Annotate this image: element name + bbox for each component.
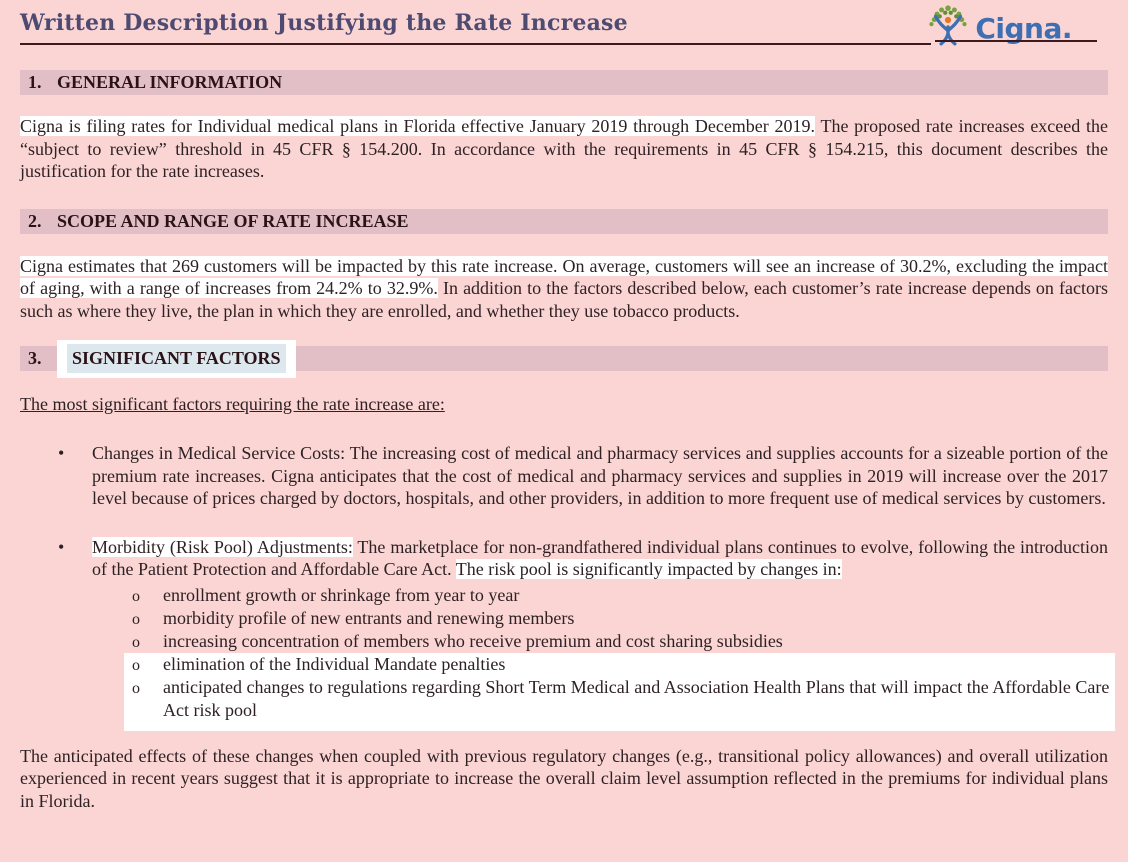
sub-list-item [124,630,1115,653]
document-header [20,0,1108,62]
bullet-text: Changes in Medical Service Costs: The increasing cost of medical and pharmacy services and supplies accounts for a sizeable portion of the premium rate increases. Cigna anticipates that the cost of medical and pharmacy services and supplies in 2019 will increase over the 2017 level because of prices charged by doctors, hospitals, and other providers, in addition to more frequent use of medical services by customers. [92,443,1108,508]
section-number: 3. [28,348,42,368]
section-heading-scope-and-range [20,209,1108,234]
scope-paragraph [20,255,1108,323]
sub-list-item [124,676,1115,731]
section-heading-general-information [20,70,1108,95]
cigna-tree-of-life-icon [926,4,970,53]
highlighted-text: The risk pool is significantly impacted by changes in: [455,559,842,579]
circle-bullet-icon: o [132,633,140,651]
bullet-item-morbidity-adjustments [20,536,1108,581]
bullet-item-medical-service-costs [20,442,1108,510]
section-heading-label: GENERAL INFORMATION [57,72,283,92]
page-title: Written Description Justifying the Rate Increase [20,10,628,36]
cigna-wordmark: Cigna. [975,12,1072,45]
sub-item-text: anticipated changes to regulations regarding Short Term Medical and Association Health Plans that will impact the Affordable Care Act risk pool [163,676,1110,720]
logo-underline-rule [935,40,1097,42]
sub-item-text: elimination of the Individual Mandate penalties [163,653,506,674]
section-heading-label: SCOPE AND RANGE OF RATE INCREASE [57,210,409,231]
highlighted-text: Cigna is filing rates for Individual medical plans in Florida effective January 2019 through December 2019. [20,116,816,136]
circle-bullet-icon: o [132,610,140,628]
section-heading-significant-factors [20,346,1108,371]
bullet-dot-icon: • [58,536,65,557]
sub-list-item [124,607,1115,630]
sub-list-item [124,584,1115,607]
heading-highlight-box [57,340,296,378]
sub-item-text: enrollment growth or shrinkage from year to year [163,584,520,605]
paragraph-text: The proposed rate increases exceed the “subject to review” threshold in 45 CFR § 154.200. In accordance with the requirements in 45 CFR § 154.215, this document describes the justification for the rate increases. [20,116,1109,181]
circle-bullet-icon: o [132,656,140,674]
sub-item-text: increasing concentration of members who receive premium and cost sharing subsidies [163,630,783,651]
circle-bullet-icon: o [132,587,140,605]
bullet-text: The marketplace for non-grandfathered individual plans continues to evolve, following the introduction of the Patient Protection and Affordable Care Act. [92,536,1108,579]
cigna-logo [926,4,1072,53]
closing-paragraph: The anticipated effects of these changes when coupled with previous regulatory changes (e.g., transitional policy allowances) and overall utilization experienced in recent years suggest that it is appropriate to increase the overall claim level assumption reflected in the premiums for individual plans in Florida. [20,745,1108,811]
highlighted-text: Morbidity (Risk Pool) Adjustments: [92,536,353,557]
section-number: 2. [28,210,42,231]
risk-pool-sub-list [20,584,1108,731]
sub-list-item [124,653,1115,676]
paragraph-text: In addition to the factors described below, each customer’s rate increase depends on factors such as where they live, the plan in which they are enrolled, and whether they use tobacco products. [20,278,1108,321]
general-information-paragraph [20,115,1108,183]
sub-item-text: morbidity profile of new entrants and renewing members [163,607,575,628]
bullet-dot-icon: • [58,443,65,463]
highlighted-text: Cigna estimates that 269 customers will be impacted by this rate increase. On average, customers will see an increase of 30.2%, excluding the impact of aging, with a range of increases from 24.2% to 32.9%. [20,255,1108,298]
factors-intro-line: The most significant factors requiring the rate increase are: [20,394,445,414]
section-heading-label: SIGNIFICANT FACTORS [67,344,286,373]
title-underline-rule [20,43,931,45]
section-number: 1. [28,72,42,92]
circle-bullet-icon: o [132,679,140,697]
